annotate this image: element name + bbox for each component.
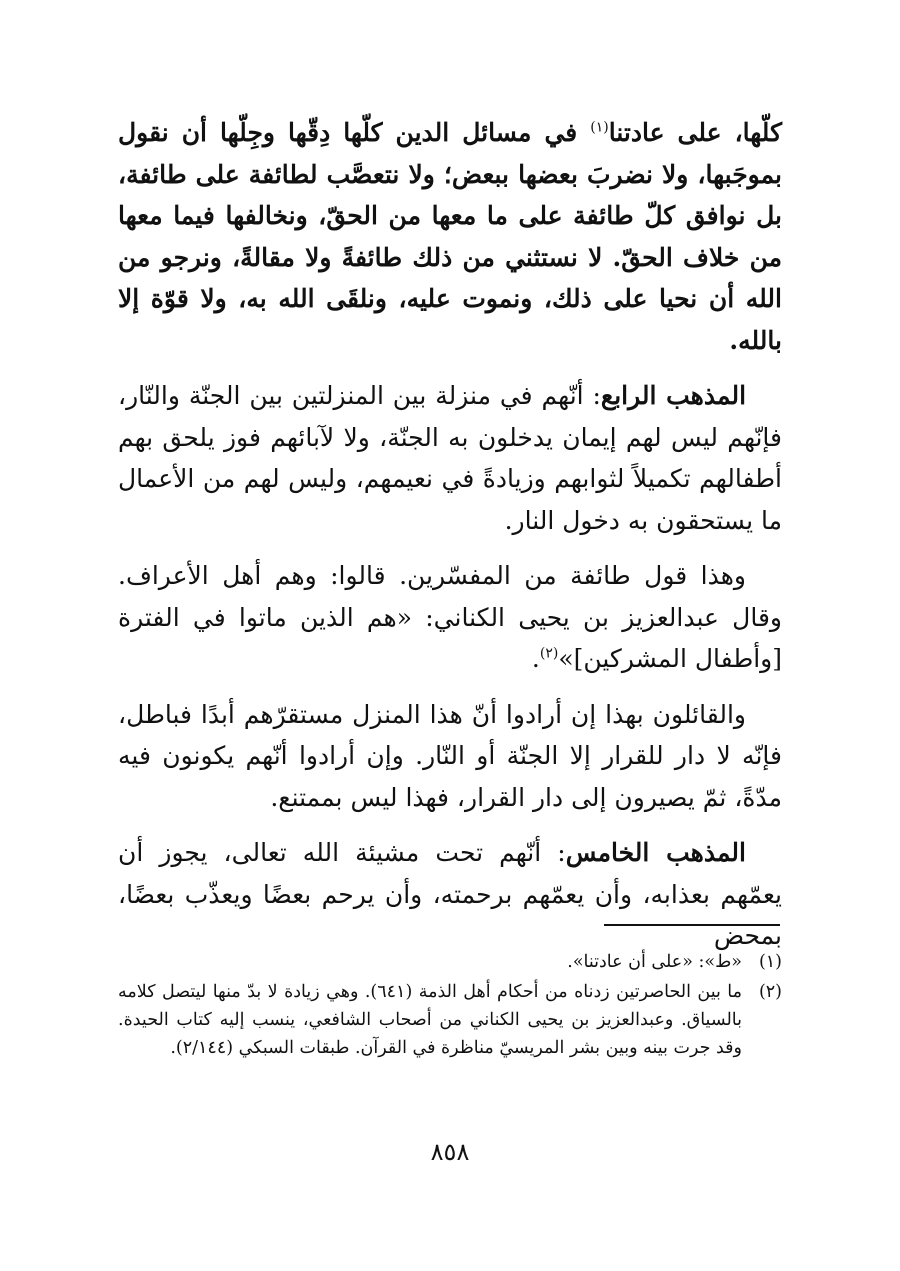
paragraph-1-start: كلّها، على عادتنا	[608, 118, 782, 147]
section-label-fourth: المذهب الرابع	[600, 381, 747, 410]
footnote-number: (١)	[758, 952, 782, 972]
paragraph-1	[118, 112, 782, 361]
paragraph-3-end: .	[531, 644, 540, 673]
footnote-ref-1[interactable]: (١)	[590, 119, 609, 136]
footnote-2	[118, 978, 782, 1062]
paragraph-2	[118, 375, 782, 541]
footnotes	[118, 948, 782, 1064]
main-text	[118, 112, 782, 957]
section-label-fifth: المذهب الخامس	[565, 838, 746, 867]
footnote-divider	[604, 924, 780, 926]
paragraph-4	[118, 694, 782, 819]
footnote-ref-2[interactable]: (٢)	[539, 645, 559, 662]
footnote-number: (٢)	[758, 982, 782, 1002]
paragraph-3-text: وهذا قول طائفة من المفسّرين. قالوا: وهم أهل الأعراف. وقال عبدالعزيز بن يحيى الكناني: «هم الذين ماتوا في الفترة [وأطفال المشركين]»	[118, 561, 782, 673]
footnote-text: «ط»: «على أن عادتنا».	[567, 952, 742, 972]
paragraph-2-text: : أنّهم في منزلة بين المنزلتين بين الجنّة والنّار، فإنّهم ليس لهم إيمان يدخلون به الجنّة، ولا لآبائهم فوز يلحق بهم أطفالهم تكميلاً لثوابهم وزيادةً في نعيمهم، وليس لهم من الأعمال ما يستحقون به دخول النار.	[118, 381, 782, 535]
page-number: ٨٥٨	[430, 1138, 470, 1166]
paragraph-5-text: : أنّهم تحت مشيئة الله تعالى، يجوز أن يعمّهم بعذابه، وأن يعمّهم برحمته، وأن يرحم بعضًا ويعذّب بعضًا، بمحض	[118, 838, 782, 950]
paragraph-3	[118, 555, 782, 680]
paragraph-4-text: والقائلون بهذا إن أرادوا أنّ هذا المنزل مستقرّهم أبدًا فباطل، فإنّه لا دار للقرار إلا الجنّة أو النّار. وإن أرادوا أنّهم يكونون فيه مدّةً، ثمّ يصيرون إلى دار القرار، فهذا ليس بممتنع.	[118, 699, 782, 812]
footnote-text: ما بين الحاصرتين زدناه من أحكام أهل الذمة (٦٤١). وهي زيادة لا بدّ منها ليتصل كلامه بالسياق. وعبدالعزيز بن يحيى الكناني من أصحاب الشافعي، ينسب إليه كتاب الحيدة. وقد جرت بينه وبين بشر المريسيّ مناظرة في القرآن. طبقات السبكي (٢/١٤٤).	[118, 982, 742, 1058]
paragraph-5	[118, 832, 782, 957]
paragraph-1-rest: في مسائل الدين كلّها دِقّها وجِلّها أن نقول بموجَبها، ولا نضربَ بعضها ببعض؛ ولا نتعصَّب لطائفة على طائفة، بل نوافق كلّ طائفة على ما معها من الحقّ، ونخالفها فيما معها من خلاف الحقّ. لا نستثني من ذلك طائفةً ولا مقالةً، ونرجو من الله أن نحيا على ذلك، ونموت عليه، ونلقَى الله به، ولا قوّة إلا بالله.	[118, 118, 782, 355]
footnote-1	[118, 948, 782, 976]
